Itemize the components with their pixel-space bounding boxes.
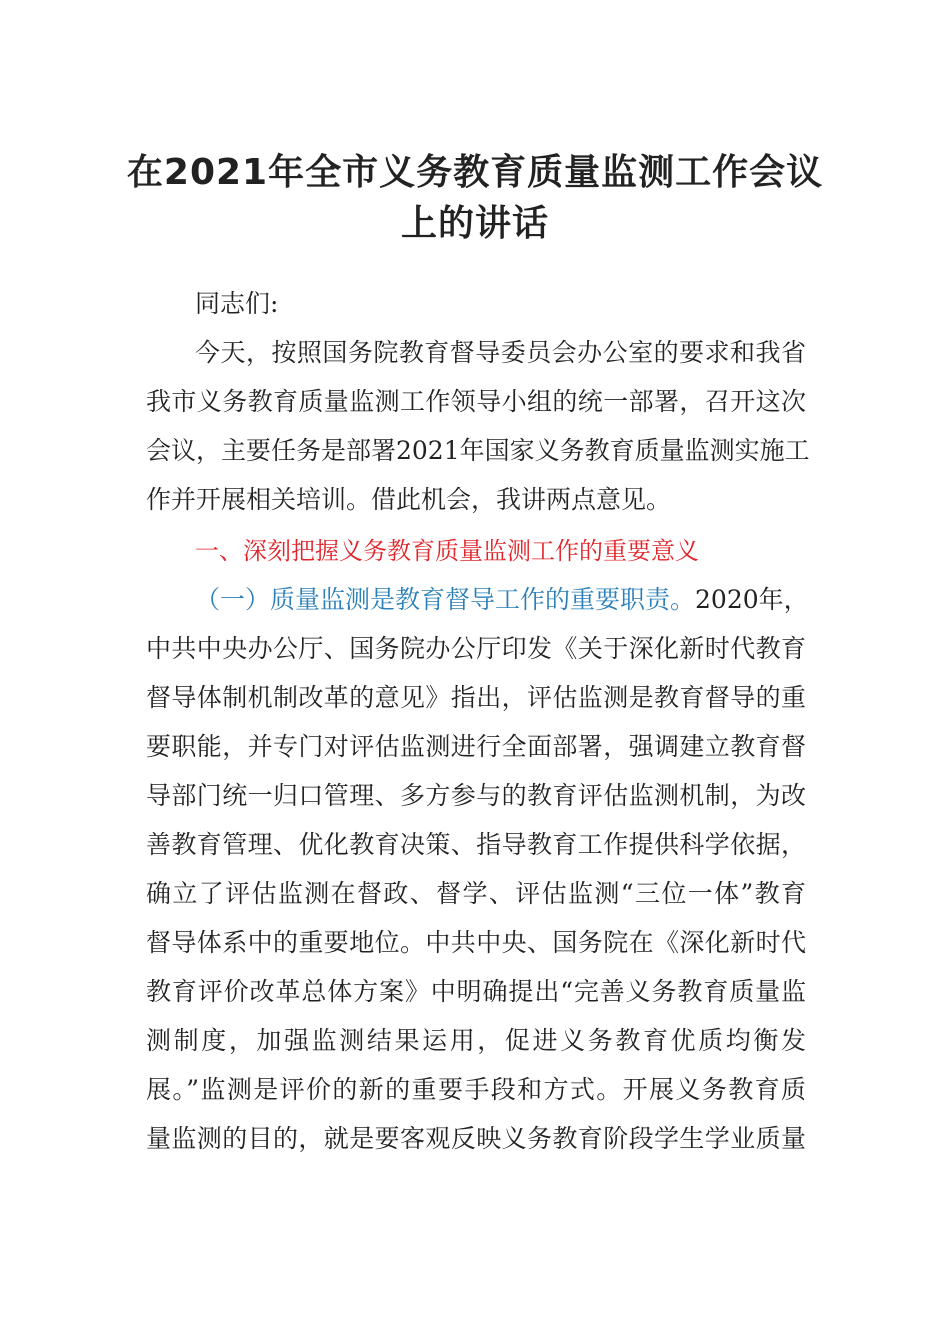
body-line-8: 教育评价改革总体方案》中明确提出“完善义务教育质量监	[146, 977, 806, 1006]
document-title-line-1: 在2021年全市义务教育质量监测工作会议	[126, 152, 824, 193]
intro-line-1: 今天，按照国务院教育督导委员会办公室的要求和我省	[195, 338, 806, 367]
subsection-1-first-line	[195, 580, 809, 620]
body-line-6: 确立了评估监测在督政、督学、评估监测“三位一体”教育	[146, 879, 806, 908]
body-line-1: 中共中央办公厅、国务院办公厅印发《关于深化新时代教育	[146, 634, 806, 663]
intro-line-4: 作并开展相关培训。借此机会，我讲两点意见。	[146, 485, 672, 514]
body-line-7: 督导体系中的重要地位。中共中央、国务院在《深化新时代	[146, 928, 806, 957]
salutation: 同志们:	[195, 289, 279, 318]
body-line-2: 督导体制机制改革的意见》指出，评估监测是教育督导的重	[146, 683, 806, 712]
subsection-1-first-tail: 2020年，	[695, 585, 809, 614]
section-heading-1: 一、深刻把握义务教育质量监测工作的重要意义	[195, 537, 699, 565]
document-title-line-2: 上的讲话	[400, 203, 549, 244]
body-line-11: 量监测的目的，就是要客观反映义务教育阶段学生学业质量	[146, 1124, 806, 1153]
body-line-9: 测制度，加强监测结果运用，促进义务教育优质均衡发	[146, 1026, 806, 1055]
body-line-3: 要职能，并专门对评估监测进行全面部署，强调建立教育督	[146, 732, 806, 761]
intro-line-2: 我市义务教育质量监测工作领导小组的统一部署，召开这次	[146, 387, 806, 416]
body-line-10: 展。”监测是评价的新的重要手段和方式。开展义务教育质	[146, 1075, 806, 1104]
subsection-1-label: （一）质量监测是教育督导工作的重要职责。	[195, 585, 696, 614]
body-line-4: 导部门统一归口管理、多方参与的教育评估监测机制，为改	[146, 781, 806, 810]
body-line-5: 善教育管理、优化教育决策、指导教育工作提供科学依据，	[146, 830, 806, 859]
intro-line-3: 会议，主要任务是部署2021年国家义务教育质量监测实施工	[146, 436, 810, 465]
